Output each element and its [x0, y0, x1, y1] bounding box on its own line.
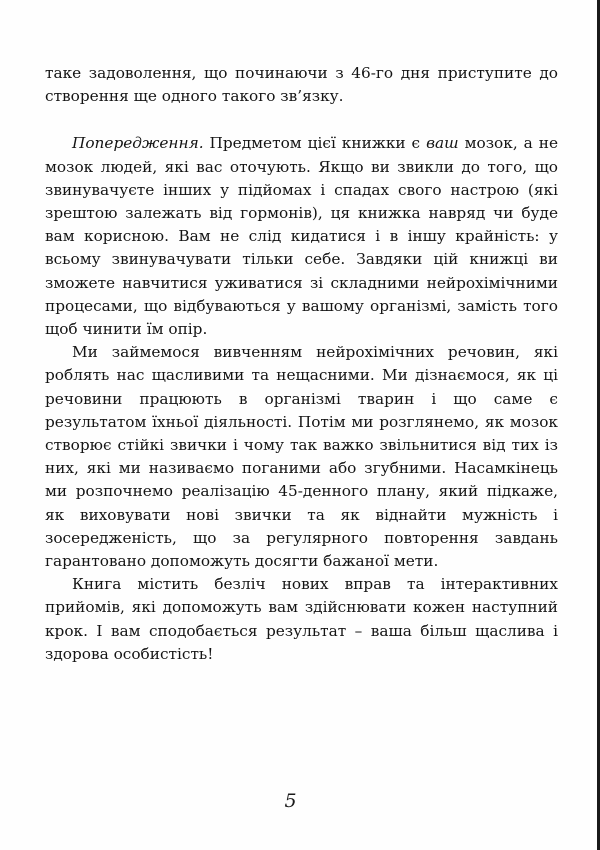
paragraph-gap	[45, 108, 558, 132]
paragraph-exercises: Книга містить безліч нових вправ та інтерактивних прийомів, які допоможуть вам здійснювати кожен наступний крок. І вам сподобається результат – ваша більш щаслива і здорова особистість!	[45, 575, 558, 663]
warning-lead: Попередження.	[72, 134, 204, 153]
body-text	[45, 62, 558, 666]
warning-emphasis: ваш	[426, 134, 459, 153]
warning-text-after: мозок, а не мозок людей, які вас оточують. Якщо ви звикли до того, що звинувачуєте інших у підйомах і спадах свого настрою (які зрештою залежать від гормонів), ця книжка навряд чи буде вам корисною. Вам не слід кидатися і в іншу крайність: у всьому звинувачувати тільки себе. Завдяки цій книжці ви зможете навчитися уживатися зі складними нейрохімічними процесами, що відбуваються у вашому організмі, замість того щоб чинити їм опір.	[45, 134, 558, 339]
paragraph-continuation: таке задоволення, що починаючи з 46-го дня приступите до створення ще одного такого зв’язку.	[45, 64, 558, 106]
page-number: 5	[284, 790, 297, 812]
paragraph-study: Ми займемося вивченням нейрохімічних речовин, які роблять нас щасливими та нещасними. Ми дізнаємося, як ці речовини працюють в організмі тварин і що саме є результатом їхньої діяльності. Потім ми розглянемо, як мозок створює стійкі звички і чому так важко звільнитися від тих із них, які ми називаємо поганими або згубними. Насамкінець ми розпочнемо реалізацію 45-денного плану, який підкаже, як виховувати нові звички та як віднайти мужність і зосередженість, що за регулярного повторення завдань гарантовано допоможуть досягти бажаної мети.	[45, 343, 558, 571]
paragraph-warning	[45, 132, 558, 341]
warning-text-before: Предметом цієї книжки є	[203, 134, 427, 153]
